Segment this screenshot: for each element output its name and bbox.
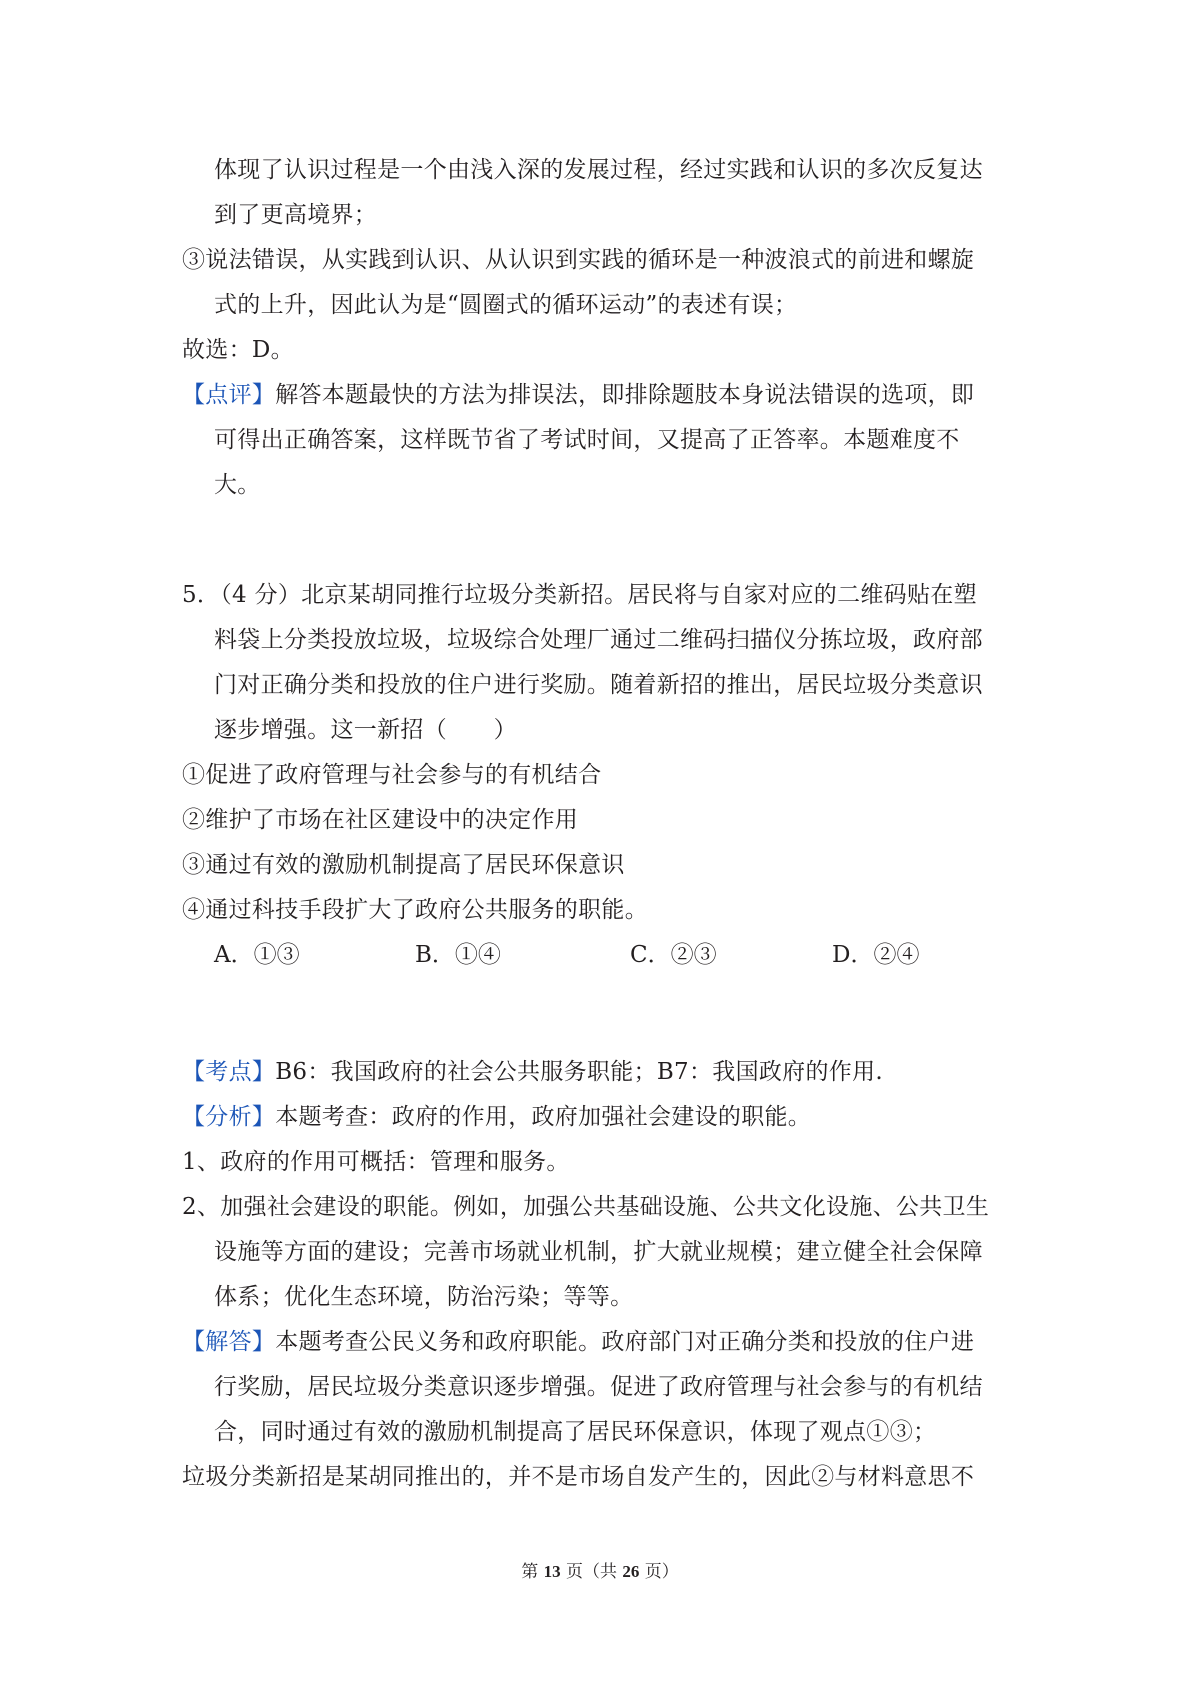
review-text: 解答本题最快的方法为排误法，即排除题肢本身说法错误的选项，即 [275, 382, 975, 408]
footer-middle: 页（共 [560, 1562, 623, 1582]
kaodian-tag: 【考点】 [182, 1059, 276, 1085]
option-a: A．①③ [214, 942, 300, 968]
fenxi-point-2-line-3: 体系；优化生态环境，防治污染；等等。 [214, 1284, 634, 1310]
kaodian-text: B6：我国政府的社会公共服务职能；B7：我国政府的作用. [275, 1059, 883, 1085]
fenxi-point-1: 1、政府的作用可概括：管理和服务。 [182, 1149, 570, 1175]
fenxi-point-2-line-1: 2、加强社会建设的职能。例如，加强公共基础设施、公共文化设施、公共卫生 [182, 1194, 990, 1220]
page-number: 13 [543, 1562, 561, 1581]
fenxi-tag: 【分析】 [182, 1104, 276, 1130]
review-tag: 【点评】 [182, 382, 276, 408]
review-line-3: 大。 [214, 472, 261, 498]
question-5-stem-line-1: 5．（4 分）北京某胡同推行垃圾分类新招。居民将与自家对应的二维码贴在塑 [182, 582, 977, 608]
fenxi-point-2-line-2: 设施等方面的建设；完善市场就业机制，扩大就业规模；建立健全社会保障 [214, 1239, 983, 1265]
question-5-stem-line-4: 逐步增强。这一新招（ ） [214, 717, 517, 743]
option-d: D．②④ [832, 942, 920, 968]
jieda-text: 本题考查公民义务和政府职能。政府部门对正确分类和投放的住户进 [275, 1329, 975, 1355]
question-5-stem-line-2: 料袋上分类投放垃圾，垃圾综合处理厂通过二维码扫描仪分拣垃圾，政府部 [214, 627, 983, 653]
statement-3: ③通过有效的激励机制提高了居民环保意识 [182, 852, 625, 878]
kaodian-line [182, 1057, 883, 1087]
jieda-line-2: 行奖励，居民垃圾分类意识逐步增强。促进了政府管理与社会参与的有机结 [214, 1374, 983, 1400]
review-line-1 [182, 380, 974, 410]
prev-answer: 故选：D。 [182, 337, 294, 363]
footer-prefix: 第 [521, 1562, 544, 1582]
statement-2: ②维护了市场在社区建设中的决定作用 [182, 807, 579, 833]
statement-1: ①促进了政府管理与社会参与的有机结合 [182, 762, 602, 788]
statement-4: ④通过科技手段扩大了政府公共服务的职能。 [182, 897, 648, 923]
option-c: C．②③ [630, 942, 717, 968]
prev-point-3-line-2: 式的上升，因此认为是“圆圈式的循环运动”的表述有误； [214, 292, 798, 318]
jieda-line-3: 合，同时通过有效的激励机制提高了居民环保意识，体现了观点①③； [214, 1419, 937, 1445]
jieda-line-4: 垃圾分类新招是某胡同推出的，并不是市场自发产生的，因此②与材料意思不 [182, 1464, 975, 1490]
option-b: B．①④ [415, 942, 501, 968]
fenxi-line [182, 1102, 811, 1132]
prev-text-line-2: 到了更高境界； [214, 202, 378, 228]
question-5-stem-line-3: 门对正确分类和投放的住户进行奖励。随着新招的推出，居民垃圾分类意识 [214, 672, 983, 698]
jieda-line-1 [182, 1327, 974, 1357]
page-total: 26 [622, 1562, 640, 1581]
prev-text-line-1: 体现了认识过程是一个由浅入深的发展过程，经过实践和认识的多次反复达 [214, 157, 983, 183]
fenxi-text: 本题考查：政府的作用，政府加强社会建设的职能。 [275, 1104, 812, 1130]
jieda-tag: 【解答】 [182, 1329, 276, 1355]
page-footer [0, 1561, 1200, 1583]
review-line-2: 可得出正确答案，这样既节省了考试时间，又提高了正答率。本题难度不 [214, 427, 960, 453]
footer-suffix: 页） [639, 1562, 679, 1582]
prev-point-3-line-1: ③说法错误，从实践到认识、从认识到实践的循环是一种波浪式的前进和螺旋 [182, 247, 975, 273]
